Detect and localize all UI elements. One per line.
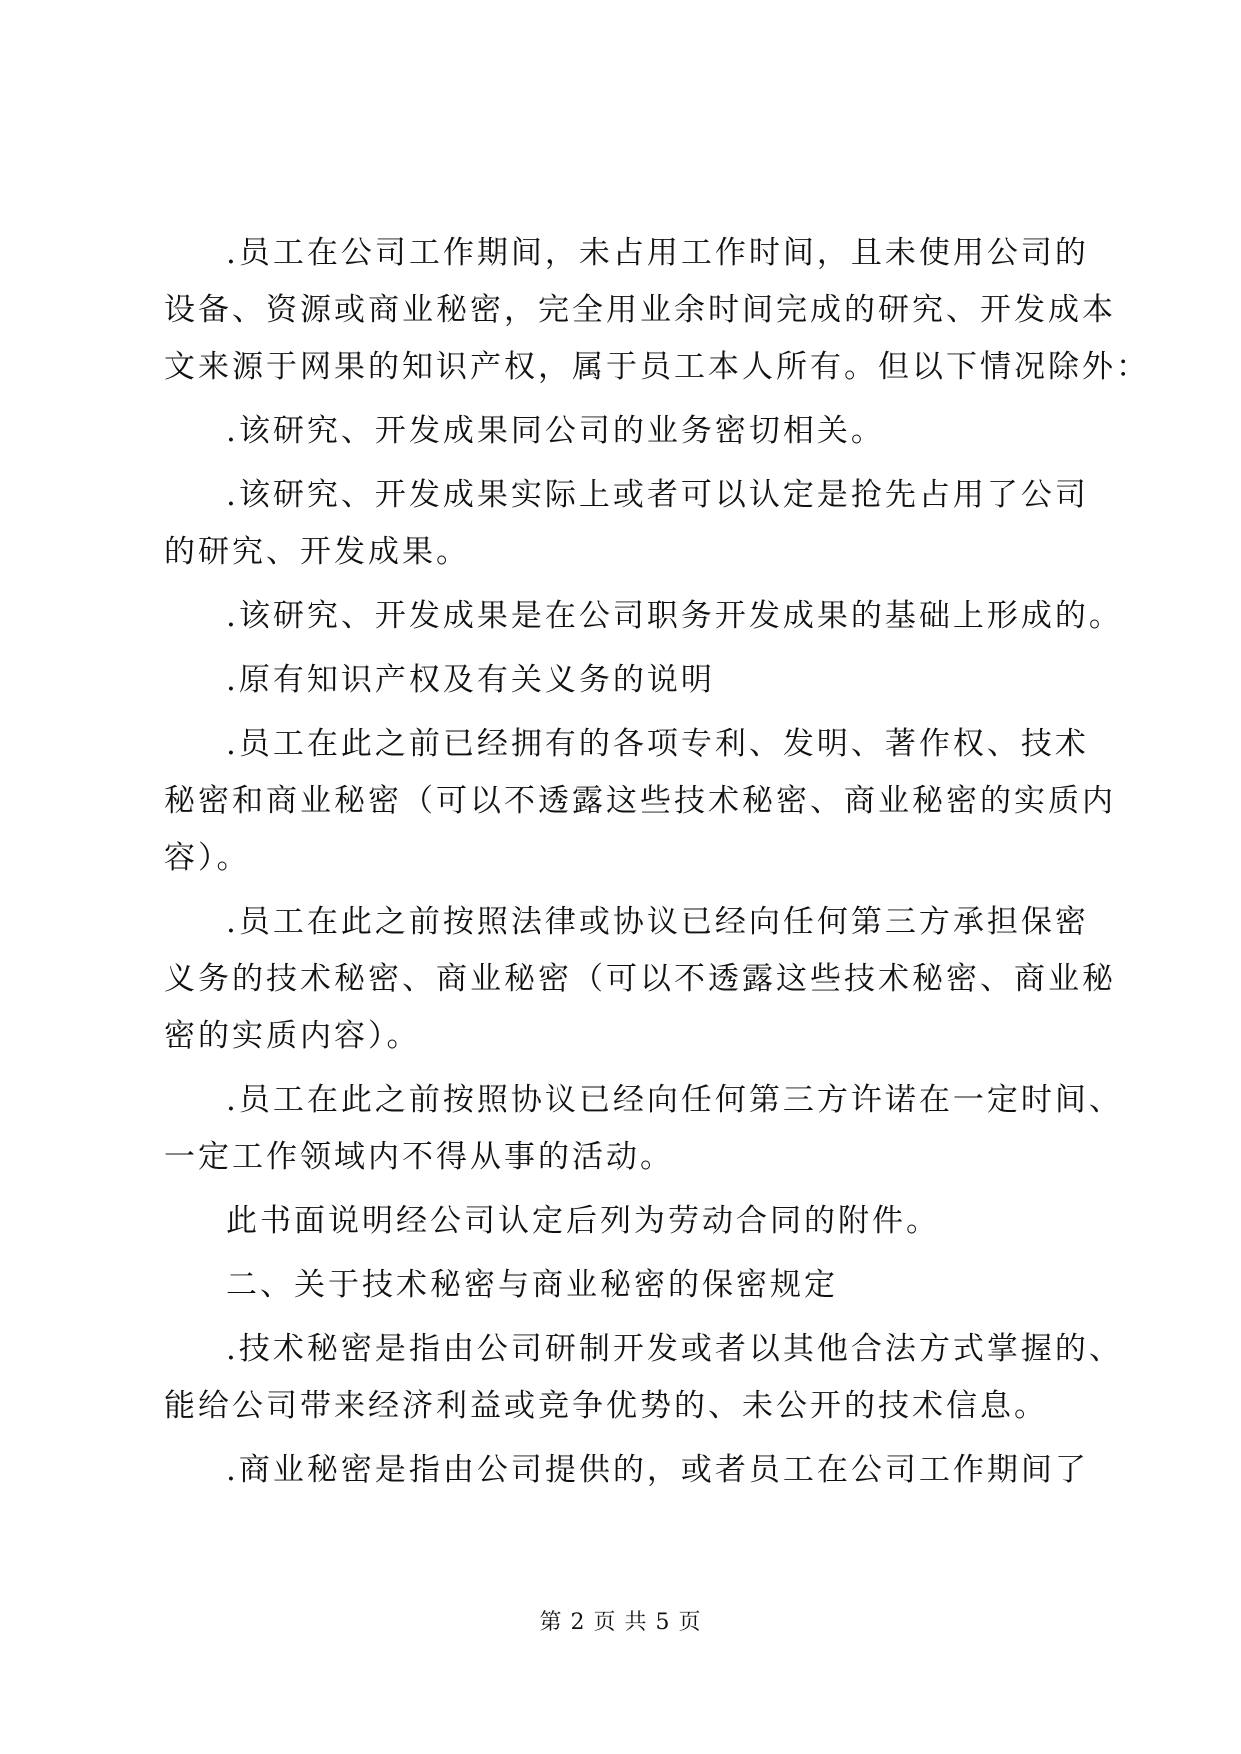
paragraph-line: .商业秘密是指由公司提供的，或者员工在公司工作期间了 <box>226 1452 1089 1488</box>
paragraph-6 <box>164 716 1116 887</box>
paragraph-12 <box>164 1442 1094 1499</box>
paragraph-line: .技术秘密是指由公司研制开发或者以其他合法方式掌握的、 <box>226 1331 1123 1367</box>
paragraph-line: .员工在公司工作期间，未占用工作时间，且未使用公司的 <box>226 235 1089 271</box>
paragraph-line: .该研究、开发成果是在公司职务开发成果的基础上形成的。 <box>226 598 1123 634</box>
paragraph-2 <box>164 403 1094 460</box>
paragraph-line: 的研究、开发成果。 <box>164 534 470 570</box>
paragraph-line: .原有知识产权及有关义务的说明 <box>226 662 715 698</box>
document-body <box>164 225 1150 1506</box>
paragraph-line: 密的实质内容）。 <box>164 1018 421 1054</box>
paragraph-1 <box>164 225 1150 396</box>
paragraph-line: .员工在此之前按照协议已经向任何第三方许诺在一定时间、 <box>226 1082 1123 1118</box>
paragraph-line: 一定工作领域内不得从事的活动。 <box>164 1139 674 1175</box>
paragraph-line: 此书面说明经公司认定后列为劳动合同的附件。 <box>226 1203 940 1239</box>
paragraph-line: 文来源于网果的知识产权，属于员工本人所有。但以下情况除外： <box>164 349 1150 385</box>
paragraph-line: 义务的技术秘密、商业秘密（可以不透露这些技术秘密、商业秘 <box>164 961 1116 997</box>
paragraph-line: 容）。 <box>164 840 251 876</box>
paragraph-5 <box>164 652 1094 709</box>
paragraph-4 <box>164 588 1123 645</box>
paragraph-line: .员工在此之前按照法律或协议已经向任何第三方承担保密 <box>226 904 1089 940</box>
paragraph-line: .该研究、开发成果同公司的业务密切相关。 <box>226 413 885 449</box>
paragraph-9 <box>164 1193 1094 1250</box>
paragraph-7 <box>164 894 1116 1065</box>
paragraph-3 <box>164 467 1094 581</box>
paragraph-line: 二、关于技术秘密与商业秘密的保密规定 <box>226 1267 838 1303</box>
section-heading <box>164 1257 1094 1314</box>
paragraph-line: .该研究、开发成果实际上或者可以认定是抢先占用了公司 <box>226 477 1089 513</box>
paragraph-line: .员工在此之前已经拥有的各项专利、发明、著作权、技术 <box>226 726 1089 762</box>
paragraph-line: 能给公司带来经济利益或竞争优势的、未公开的技术信息。 <box>164 1388 1048 1424</box>
paragraph-8 <box>164 1072 1123 1186</box>
page-number-label: 第 2 页 共 5 页 <box>539 1610 702 1635</box>
paragraph-11 <box>164 1321 1123 1435</box>
paragraph-line: 秘密和商业秘密（可以不透露这些技术秘密、商业秘密的实质内 <box>164 783 1116 819</box>
paragraph-line: 设备、资源或商业秘密，完全用业余时间完成的研究、开发成本 <box>164 292 1116 328</box>
page-footer <box>0 1605 1241 1636</box>
